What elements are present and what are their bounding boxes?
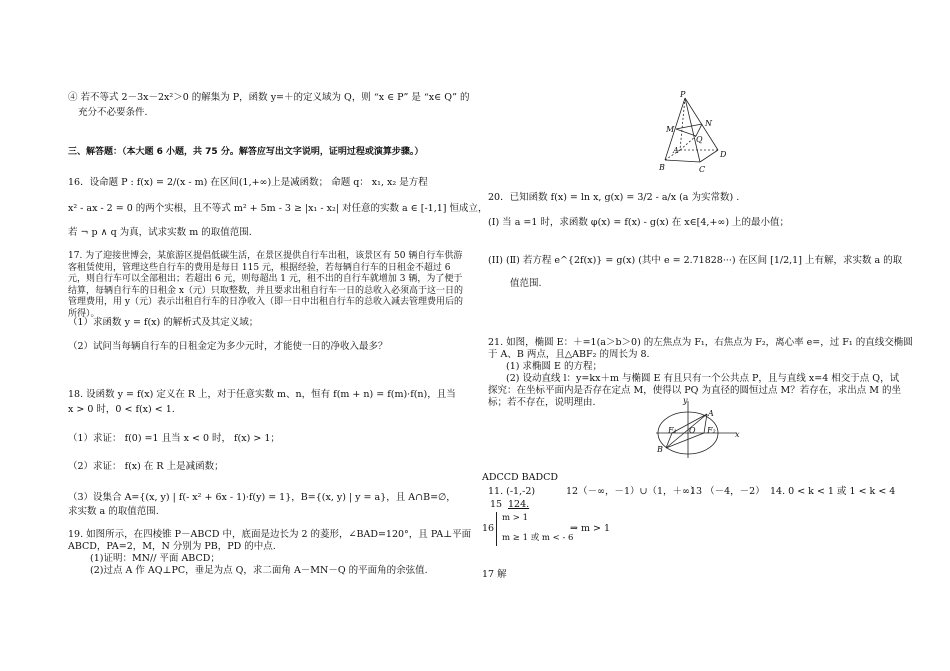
q20-part2-line2: 值范围. <box>510 278 542 289</box>
q18-line2: x > 0 时，0 < f(x) < 1. <box>68 404 175 415</box>
label-origin: O <box>689 426 696 435</box>
answer-16-number: 16 <box>482 523 495 534</box>
answer-13: 13 （－4，－2） <box>690 486 765 497</box>
q18-part3-cont: 求实数 a 的取值范围. <box>68 506 159 517</box>
label-ellipse-b: B <box>657 445 663 454</box>
q19-part1: (1)证明：MN// 平面 ABCD； <box>90 553 220 564</box>
answer-15-number: 15 <box>490 499 503 510</box>
q21-line1: 21. 如图，椭圆 E：＋=1(a＞b＞0) 的左焦点为 F₁，右焦点为 F₂，离心率 e=，过 F₁ 的直线交椭圆 <box>488 337 913 348</box>
label-x-axis: x <box>735 430 740 439</box>
q21-part1: (1) 求椭圆 E 的方程； <box>506 361 602 372</box>
label-ellipse-a: A <box>708 409 714 418</box>
q21-part2-line2: 探究：在坐标平面内是否存在定点 M，使得以 PQ 为直径的圆恒过点 M？若存在，求出点 M 的坐 <box>488 385 901 396</box>
label-m: M <box>666 125 675 134</box>
q4-line1: ④ 若不等式 2－3x－2x²＞0 的解集为 P，函数 y=＋的定义域为 Q，则 “x ∈ P” 是 “x∈ Q” 的 <box>68 92 470 103</box>
label-d: D <box>720 150 727 159</box>
q20-part1: (I) 当 a =1 时，求函数 φ(x) = f(x) - g(x) 在 x∈[4,+∞) 上的最小值； <box>488 217 790 228</box>
pyramid-figure <box>650 88 740 178</box>
ellipse-figure <box>652 398 742 460</box>
q16-line1: 16．设命题 P : f(x) = 2/(x - m) 在区间(1,+∞)上是减函数； 命题 q： x₁, x₂ 是方程 <box>68 177 428 188</box>
q4-line2: 充分不必要条件. <box>78 107 148 118</box>
q19-part2: (2)过点 A 作 AQ⊥PC，垂足为点 Q，求二面角 A－MN－Q 的平面角的余弦值. <box>90 565 428 576</box>
answer-16-brace <box>496 512 500 546</box>
q21-line2: 于 A、B 两点，且△ABF₂ 的周长为 8. <box>488 349 650 360</box>
q21-part2-line1: (2) 设动直线 l：y=kx＋m 与椭圆 E 有且只有一个公共点 P，且与直线 x=4 相交于点 Q，试 <box>506 373 900 384</box>
q17-part2: （2）试问当每辆自行车的日租金定为多少元时，才能使一日的净收入最多？ <box>68 341 388 352</box>
label-f2: F₂ <box>707 426 716 435</box>
q19-line2: ABCD，PA=2，M，N 分别为 PB，PD 的中点. <box>68 541 276 552</box>
label-p: P <box>680 90 686 99</box>
q20-line1: 20．已知函数 f(x) = ln x, g(x) = 3/2 - a/x (a 为实常数) . <box>488 192 740 203</box>
label-q: Q <box>696 135 703 144</box>
section-heading: 三、解答题：（本大题 6 小题，共 75 分。解答应写出文字说明，证明过程或演算步骤。） <box>68 147 424 157</box>
answer-16-result: ⇒ m > 1 <box>570 523 611 534</box>
q18-part2: （2）求证： f(x) 在 R 上是减函数； <box>68 461 224 472</box>
q17-text: 17. 为了迎接世博会，某旅游区提倡低碳生活，在景区提供自行车出租，该景区有 50 辆自行车供游客租赁使用，管理这些自行车的费用是每日 115 元，根据经验，若每辆自行车的日租金不超过 6 元，则自行车可以全部租出；若超出 6 元，则每超出 1 元，租不出的自行车就增加 3 辆，为了便于结算，每辆自行车的日租金 x（元）只取整数，并且要求出租自行车一日的总收入必须高于这一日的管理费用，用 y（元）表示出租自行车的日净收入（即一日中出租自行车的总收入减去管理费用后的所得）。 <box>68 251 463 319</box>
answer-12: 12（－∞，－1）∪（1，＋∞） <box>566 486 700 497</box>
answer-16-condition-top: m > 1 <box>502 513 528 523</box>
q18-part1: （1）求证： f(0) =1 且当 x < 0 时， f(x) > 1； <box>68 433 280 444</box>
q16-line3: 若 ¬ p ∧ q 为真，试求实数 m 的取值范围. <box>68 227 252 238</box>
answer-17: 17 解 <box>482 569 507 580</box>
q21-part2-line3: 标；若不存在，说明理由. <box>488 397 596 408</box>
q18-part3: （3）设集合 A={(x, y) | f(- x² + 6x - 1)·f(y) = 1}，B={(x, y) | y = a}，且 A∩B=∅， <box>68 492 456 503</box>
label-a: A <box>673 146 679 155</box>
answer-15-value: 124. <box>508 499 530 510</box>
answer-11: 11. (-1,-2) <box>488 486 536 497</box>
label-c: C <box>699 165 706 174</box>
label-y-axis: y <box>683 396 688 405</box>
answer-14: 14. 0 < k < 1 或 1 < k < 4 <box>770 486 896 497</box>
q16-line2: x² - ax - 2 = 0 的两个实根，且不等式 m² + 5m - 3 ≥ |x₁ - x₂| 对任意的实数 a ∈ [-1,1] 恒成立， <box>68 203 488 214</box>
label-f1: F₁ <box>668 426 677 435</box>
q20-part2-line1: (II) (Ⅱ) 若方程 e^{2f(x)} = g(x) (其中 e = 2.71828···) 在区间 [1/2,1] 上有解，求实数 a 的取 <box>488 255 903 266</box>
q18-line1: 18. 设函数 y = f(x) 定义在 R 上，对于任意实数 m、n，恒有 f(m + n) = f(m)·f(n)，且当 <box>68 389 456 400</box>
q19-line1: 19. 如图所示，在四棱锥 P－ABCD 中，底面是边长为 2 的菱形，∠BAD=120°，且 PA⊥平面 <box>68 529 472 540</box>
q17-part1: （1）求函数 y = f(x) 的解析式及其定义域； <box>68 317 259 328</box>
answer-16-condition-bottom: m ≥ 1 或 m < - 6 <box>502 533 574 543</box>
label-b: B <box>659 163 665 172</box>
answer-choices: ADCCD BADCD <box>482 472 558 483</box>
label-n: N <box>705 119 712 128</box>
